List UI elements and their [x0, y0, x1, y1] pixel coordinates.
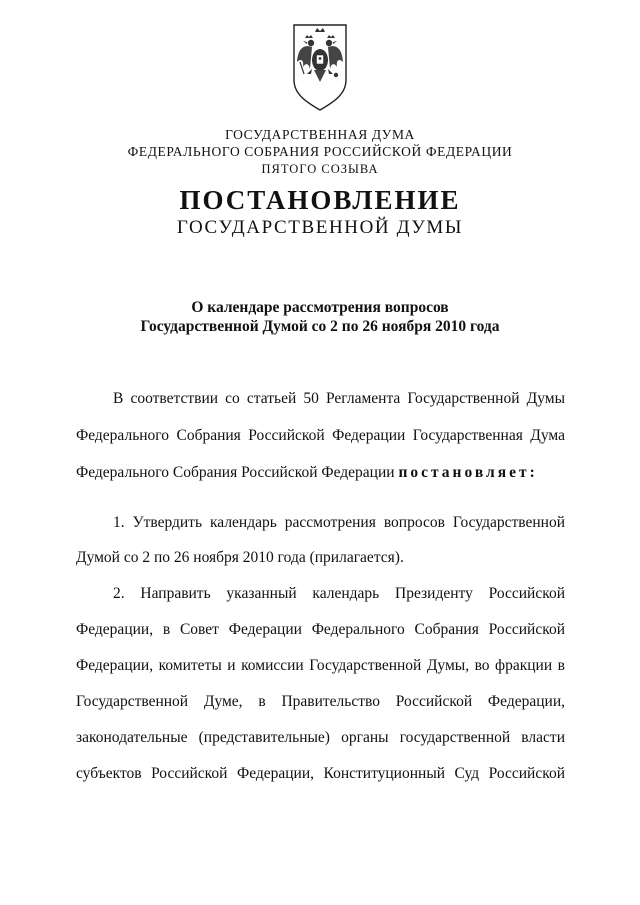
item1-line-1: 1. Утвердить календарь рассмотрения вопросов Государственной — [113, 514, 565, 531]
resolves-keyword: постановляет: — [398, 464, 538, 481]
item2-line-3: Федерации, комитеты и комиссии Государственной Думы, во фракции в — [76, 657, 565, 674]
header-line-3: ПЯТОГО СОЗЫВА — [261, 162, 379, 176]
item2-line-2: Федерации, в Совет Федерации Федерального Собрания Российской — [76, 621, 565, 638]
double-headed-eagle-emblem-icon — [290, 22, 350, 114]
item1-line-2: Думой со 2 по 26 ноября 2010 года (прилагается). — [76, 549, 404, 566]
subject-line-1: О календаре рассмотрения вопросов — [191, 299, 449, 316]
preamble-line-3 — [76, 465, 565, 481]
header-line-1: ГОСУДАРСТВЕННАЯ ДУМА — [225, 127, 415, 142]
subject-line-2: Государственной Думой со 2 по 26 ноября 2010 года — [140, 318, 500, 335]
item2-line-5: законодательные (представительные) органы государственной власти — [76, 729, 565, 746]
preamble-line-2: Федерального Собрания Российской Федерации Государственная Дума — [76, 427, 565, 444]
preamble-line-3-text: Федерального Собрания Российской Федерации — [76, 464, 395, 481]
document-title: ПОСТАНОВЛЕНИЕ — [179, 185, 461, 215]
item2-line-4: Государственной Думе, в Правительство Российской Федерации, — [76, 693, 565, 710]
document-subtitle: ГОСУДАРСТВЕННОЙ ДУМЫ — [176, 217, 464, 238]
item2-line-1: 2. Направить указанный календарь Президенту Российской — [113, 585, 565, 602]
item2-line-6: субъектов Российской Федерации, Конституционный Суд Российской — [76, 765, 565, 782]
header-line-2: ФЕДЕРАЛЬНОГО СОБРАНИЯ РОССИЙСКОЙ ФЕДЕРАЦИИ — [127, 144, 513, 159]
preamble-line-1: В соответствии со статьей 50 Регламента Государственной Думы — [113, 390, 565, 407]
